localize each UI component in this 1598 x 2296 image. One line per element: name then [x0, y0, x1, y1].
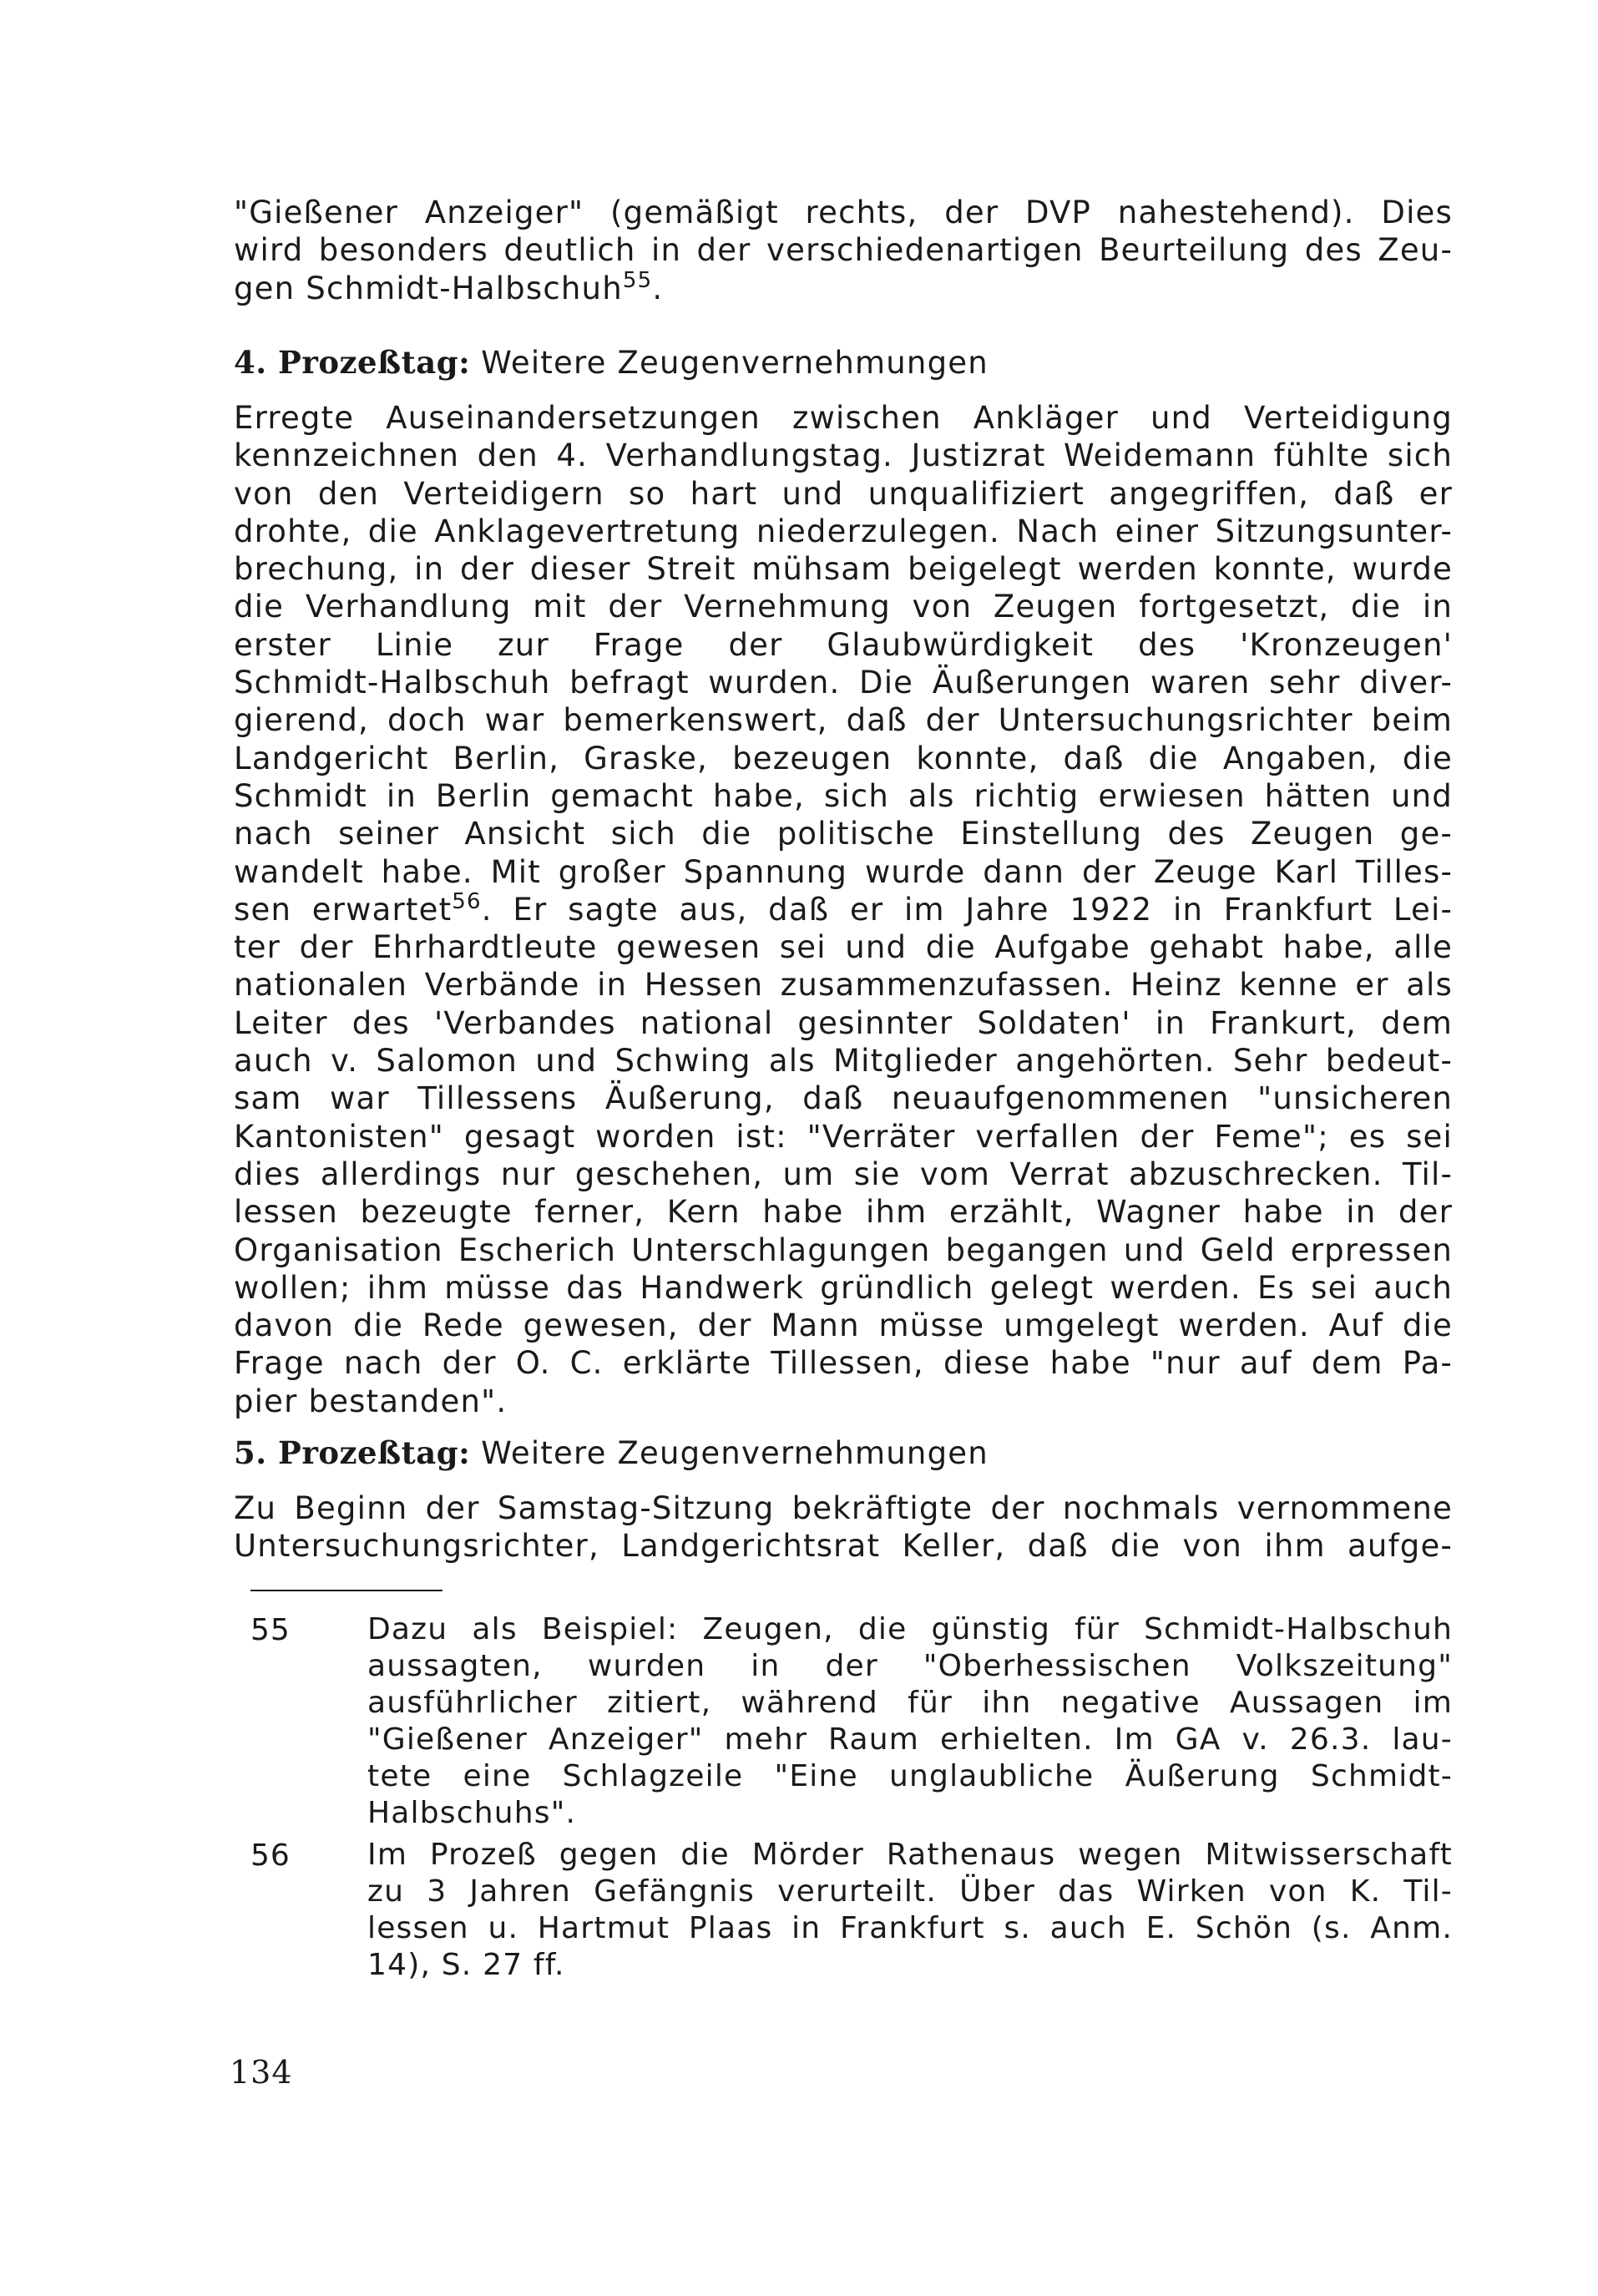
text-line: lessen bezeugte ferner, Kern habe ihm erzählt, Wagner habe in der: [234, 1194, 1453, 1231]
footnote-line: Dazu als Beispiel: Zeugen, die günstig für Schmidt-Halbschuh: [367, 1612, 1453, 1646]
text-line: "Gießener Anzeiger" (gemäßigt rechts, der DVP nahestehend). Dies: [234, 195, 1453, 230]
text-line: auch v. Salomon und Schwing als Mitglieder angehörten. Sehr bedeut-: [234, 1043, 1453, 1080]
text-line: Erregte Auseinandersetzungen zwischen Ankläger und Verteidigung: [234, 400, 1453, 436]
text-line: wird besonders deutlich in der verschiedenartigen Beurteilung des Zeu-: [234, 232, 1453, 269]
text-line: wandelt habe. Mit großer Spannung wurde dann der Zeuge Karl Tilles-: [234, 853, 1453, 890]
footnote-line: zu 3 Jahren Gefängnis verurteilt. Über das Wirken von K. Til-: [367, 1874, 1453, 1909]
heading-line: [234, 1434, 1453, 1472]
footnote-line: Im Prozeß gegen die Mörder Rathenaus wegen Mitwisserschaft: [367, 1838, 1453, 1872]
text-line: nach seiner Ansicht sich die politische Einstellung des Zeugen ge-: [234, 816, 1453, 852]
text-line: brechung, in der dieser Streit mühsam beigelegt werden konnte, wurde: [234, 551, 1453, 588]
heading-day-label: 4. Prozeßtag:: [234, 344, 471, 381]
footnote-ref-55: 55: [622, 267, 653, 293]
section-5-heading: [234, 1434, 1453, 1472]
text-line: [234, 267, 1453, 307]
text-line: pier bestanden".: [234, 1383, 508, 1419]
intro-last-text: gen Schmidt-Halbschuh: [234, 270, 623, 306]
section-4-heading: [234, 344, 1453, 382]
footnote-line: "Gießener Anzeiger" mehr Raum erhielten. Im GA v. 26.3. lau-: [367, 1722, 1453, 1757]
text-line: von den Verteidigern so hart und unqualifiziert angegriffen, daß er: [234, 475, 1453, 512]
footnote-line: tete eine Schlagzeile "Eine unglaubliche Äußerung Schmidt-: [367, 1759, 1453, 1793]
footnote-line: ausführlicher zitiert, während für ihn negative Aussagen im: [367, 1686, 1453, 1720]
footnote-line: 14), S. 27 ff.: [367, 1948, 565, 1982]
text-line: Zu Beginn der Samstag-Sitzung bekräftigte der nochmals vernommene: [234, 1490, 1453, 1526]
text-line: erster Linie zur Frage der Glaubwürdigkeit des 'Kronzeugen': [234, 626, 1453, 663]
footnote-number: 56: [250, 1838, 291, 1873]
text-line: Landgericht Berlin, Graske, bezeugen konnte, daß die Angaben, die: [234, 740, 1453, 776]
ref-line-after: . Er sagte aus, daß er im Jahre 1922 in Frankfurt Lei-: [481, 891, 1453, 928]
footnote-55-text: [367, 1611, 1453, 1832]
heading-title: Weitere Zeugenvernehmungen: [481, 1435, 989, 1471]
intro-end-text: .: [652, 270, 664, 306]
text-line: kennzeichnen den 4. Verhandlungstag. Justizrat Weidemann fühlte sich: [234, 437, 1453, 474]
footnote-ref-56: 56: [452, 888, 482, 914]
text-line: Untersuchungsrichter, Landgerichtsrat Keller, daß die von ihm aufge-: [234, 1528, 1453, 1565]
footnote-separator: [250, 1590, 442, 1591]
footnote-line: Halbschuhs".: [367, 1796, 577, 1830]
heading-line: [234, 344, 1453, 382]
ref-line-before: sen erwartet: [234, 891, 453, 928]
text-line: Schmidt-Halbschuh befragt wurden. Die Äußerungen waren sehr diver-: [234, 665, 1453, 701]
text-line: Kantonisten" gesagt worden ist: "Verräter verfallen der Feme"; es sei: [234, 1118, 1453, 1155]
text-line: Frage nach der O. C. erklärte Tillessen, diese habe "nur auf dem Pa-: [234, 1345, 1453, 1382]
section-4-paragraph: [234, 399, 1453, 1420]
text-line: Schmidt in Berlin gemacht habe, sich als richtig erwiesen hätten und: [234, 777, 1453, 814]
section-5-paragraph: [234, 1489, 1453, 1565]
text-line: die Verhandlung mit der Vernehmung von Zeugen fortgesetzt, die in: [234, 589, 1453, 625]
footnote-line: lessen u. Hartmut Plaas in Frankfurt s. auch E. Schön (s. Anm.: [367, 1911, 1453, 1945]
text-line: drohte, die Anklagevertretung niederzulegen. Nach einer Sitzungsunter-: [234, 513, 1453, 549]
heading-title: Weitere Zeugenvernehmungen: [481, 345, 989, 381]
text-line: davon die Rede gewesen, der Mann müsse umgelegt werden. Auf die: [234, 1307, 1453, 1344]
footnote-line: aussagten, wurden in der "Oberhessischen Volkszeitung": [367, 1649, 1453, 1683]
text-line: [234, 888, 1453, 928]
text-line: Organisation Escherich Unterschlagungen begangen und Geld erpressen: [234, 1231, 1453, 1268]
text-line: dies allerdings nur geschehen, um sie vom Verrat abzuschrecken. Til-: [234, 1156, 1453, 1192]
footnote-number: 55: [250, 1613, 291, 1647]
intro-paragraph: [234, 194, 1453, 307]
text-line: ter der Ehrhardtleute gewesen sei und die Aufgabe gehabt habe, alle: [234, 929, 1453, 966]
heading-day-label: 5. Prozeßtag:: [234, 1434, 471, 1471]
text-line: sam war Tillessens Äußerung, daß neuaufgenommenen "unsicheren: [234, 1080, 1453, 1117]
text-line: wollen; ihm müsse das Handwerk gründlich gelegt werden. Es sei auch: [234, 1269, 1453, 1306]
text-line: gierend, doch war bemerkenswert, daß der Untersuchungsrichter beim: [234, 702, 1453, 739]
text-line: Leiter des 'Verbandes national gesinnter Soldaten' in Frankurt, dem: [234, 1004, 1453, 1041]
footnote-56-text: [367, 1837, 1453, 1984]
text-line: nationalen Verbände in Hessen zusammenzufassen. Heinz kenne er als: [234, 967, 1453, 1004]
page-number: 134: [230, 2054, 293, 2091]
